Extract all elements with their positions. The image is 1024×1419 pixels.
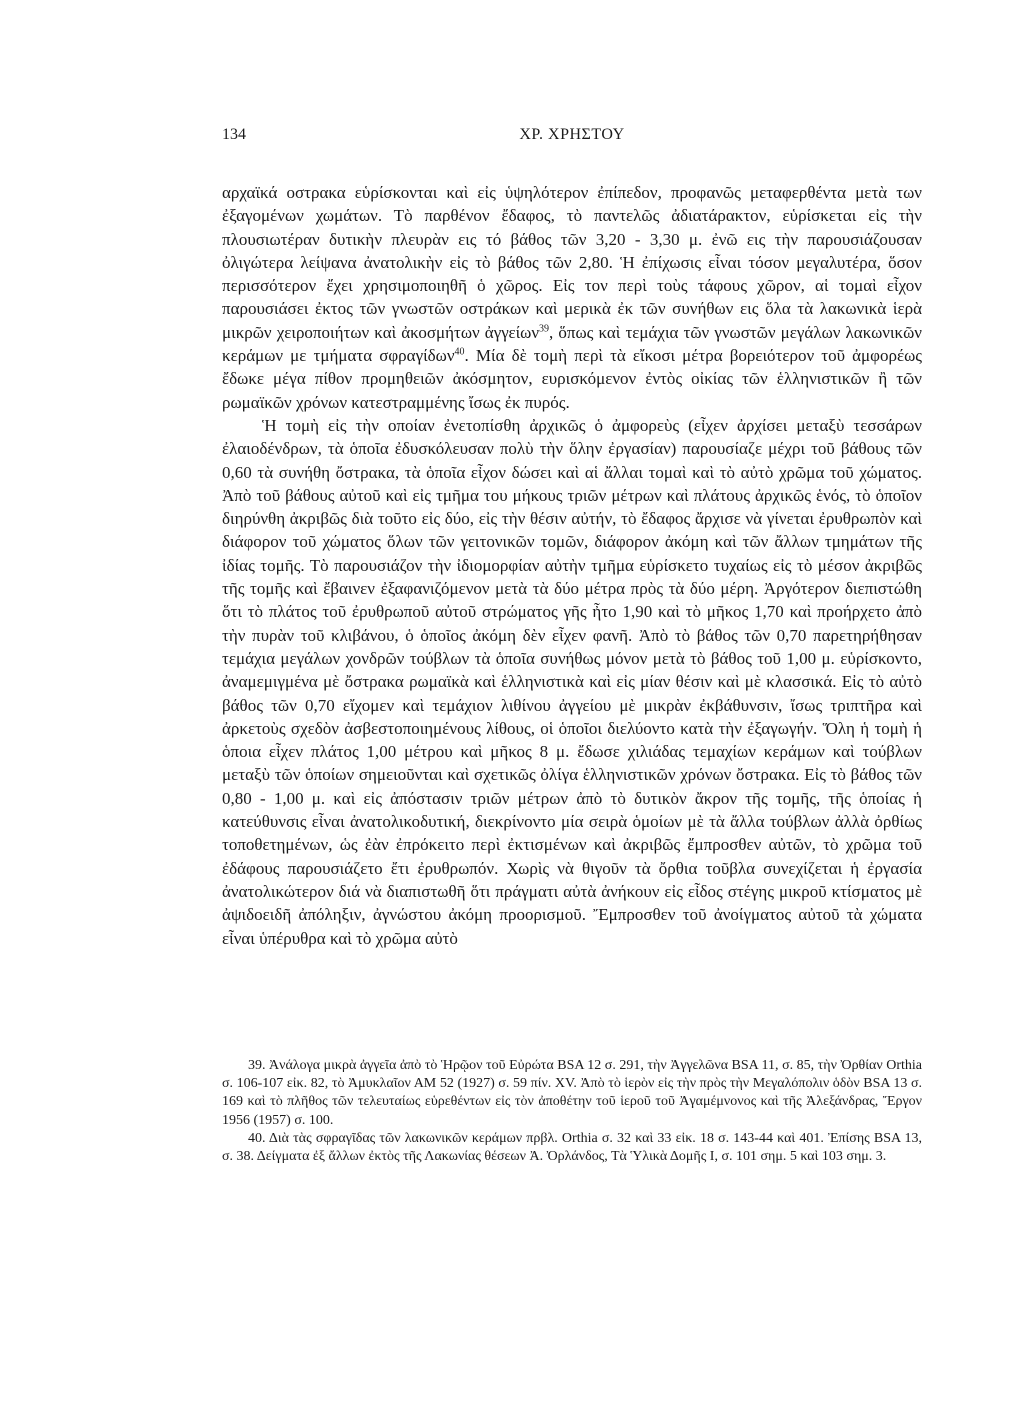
footnote-40: 40. Διὰ τὰς σφραγῖδας τῶν λακωνικῶν κεράμων πρβλ. Orthia σ. 32 καὶ 33 εἰκ. 18 σ. 143-44 καὶ 401. Ἐπίσης BSA 13, σ. 38. Δείγματα ἐξ ἄλλων ἐκτὸς τῆς Λακωνίας θέσεων Ἀ. Ὀρλάνδος, Τὰ Ὑλικὰ Δομῆς Ι, σ. 101 σημ. 5 καὶ 103 σημ. 3. — [222, 1130, 922, 1165]
footnote-ref-40: 40 — [454, 346, 465, 358]
paragraph-1-part-a: αρχαϊκά οστρακα εὑρίσκονται καὶ εἰς ὑψηλότερον ἐπίπεδον, προφανῶς μεταφερθέντα μετὰ των ἐξαγομένων χωμάτων. Τὸ παρθένον ἔδαφος, τὸ παντελῶς ἀδιατάρακτον, εὑρίσκεται εἰς τὴν πλουσιωτέραν δυτικὴν πλευρὰν εις τό βάθος τῶν 3,20 - 3,30 μ. ἐνῶ εις τὴν παρουσιάζουσαν ὀλιγώτερα λείψανα ἀνατολικὴν εἰς τὸ βάθος τῶν 2,80. Ἡ ἐπίχωσις εἶναι τόσον μεγαλυτέρα, ὅσον περισσότερον ἔχει χρησιμοποιηθῆ ὁ χῶρος. Εἰς τον περὶ τοὺς τάφους χῶρον, αἱ τομαὶ εἶχον παρουσιάσει ἐκτος τῶν γνωστῶν οστράκων καὶ μερικὰ ἐκ τῶν συνήθων εις ὅλα τὰ λακωνικὰ ἱερὰ μικρῶν χειροποιήτων καὶ ἀκοσμήτων ἀγγείων — [222, 183, 922, 342]
paragraph-1 — [222, 181, 922, 414]
paragraph-1-part-b: , ὅπως καὶ τεμάχια τῶν γνωστῶν μεγάλων λακωνικῶν κεράμων με τμήματα σφραγίδων — [222, 322, 922, 366]
page-header — [222, 126, 922, 150]
paragraph-1-part-c: . Μία δὲ τομὴ περὶ τὰ εἴκοσι μέτρα βορειότερον τοῦ ἀμφορέως ἔδωκε μέγα πίθον προμηθειῶν ἀκόσμητον, ευρισκόμενον ἐντὸς οἰκίας τῶν ἑλληνιστικῶν ἢ τῶν ρωμαϊκῶν χρόνων κατεστραμμένης ἴσως ἐκ πυρός. — [222, 346, 922, 412]
paragraph-2: Ἡ τομὴ εἰς τὴν οποίαν ἐνετοπίσθη ἀρχικῶς ὁ ἀμφορεὺς (εἶχεν ἀρχίσει μεταξὺ τεσσάρων ἐλαιοδένδρων, τὰ ὁποῖα ἐδυσκόλευσαν πολὺ τὴν ὅλην ἐργασίαν) παρουσίαζε μέχρι τοῦ βάθους τῶν 0,60 τὰ συνήθη ὄστρακα, τὰ ὁποῖα εἶχον δώσει καὶ αἱ ἄλλαι τομαὶ καὶ τὸ αὐτὸ χρῶμα τοῦ χώματος. Ἀπὸ τοῦ βάθους αὐτοῦ καὶ εἰς τμῆμα του μήκους τριῶν μέτρων καὶ πλάτους ἀρχικῶς ἑνός, τὸ ὁποῖον διηρύνθη ἀκριβῶς διὰ τοῦτο εἰς δύο, εἰς τὴν θέσιν αὐτήν, τὸ ἔδαφος ἄρχισε νὰ γίνεται ἐρυθρωπὸν καὶ διάφορον τοῦ χώματος ὅλων τῶν γειτονικῶν τομῶν, διάφορον ἀκόμη καὶ τῶν ἄλλων τμημάτων τῆς ἰδίας τομῆς. Τὸ παρουσιάζον τὴν ἰδιομορφίαν αὐτὴν τμῆμα εὑρίσκετο τυχαίως εἰς τὸ μέσον ἀκριβῶς τῆς τομῆς καὶ ἔβαινεν ἐξαφανιζόμενον μετὰ τὰ δύο μέτρα πρὸς τὰ δύο μέρη. Ἀργότερον διεπιστώθη ὅτι τὸ πλάτος τοῦ ἐρυθρωποῦ αὐτοῦ στρώματος γῆς ἦτο 1,90 καὶ τὸ μῆκος 1,70 καὶ προήρχετο ἀπὸ τὴν πυρὰν τοῦ κλιβάνου, ὁ ὁποῖος ἀκόμη δὲν εἶχεν φανῆ. Ἀπὸ τὸ βάθος τῶν 0,70 παρετηρήθησαν τεμάχια μεγάλων χονδρῶν τούβλων τὰ ὁποῖα συνήθως μόνον μετὰ τὸ βάθος τοῦ 1,00 μ. εὑρίσκοντο, ἀναμεμιγμένα μὲ ὄστρακα ρωμαϊκὰ καὶ ἑλληνιστικὰ καὶ εἰς μίαν θέσιν καὶ μὲ κλασσικά. Εἰς τὸ αὐτὸ βάθος τῶν 0,70 εἴχομεν καὶ τεμάχιον λιθίνου ἀγγείου μὲ μικρὰν ἐκβάθυνσιν, ἴσως τριπτῆρα καὶ ἀρκετοὺς σχεδὸν ἀσβεστοποιημένους λίθους, οἱ ὁποῖοι διελύοντο κατὰ τὴν ἐξαγωγήν. Ὅλη ἡ τομὴ ἡ ὁποια εἶχεν πλάτος 1,00 μέτρου καὶ μῆκος 8 μ. ἔδωσε χιλιάδας τεμαχίων κεράμων καὶ τούβλων μεταξὺ τῶν ὁποίων σημειοῦνται καὶ σχετικῶς ὀλίγα ἑλληνιστικῶν χρόνων ὄστρακα. Εἰς τὸ βάθος τῶν 0,80 - 1,00 μ. καὶ εἰς ἀπόστασιν τριῶν μέτρων ἀπὸ τὸ δυτικὸν ἄκρον τῆς τομῆς, τῆς ὁποίας ἡ κατεύθυνσις εἶναι ἀνατολικοδυτική, διεκρίνοντο μία σειρὰ ὁμοίων μὲ τὰ ἄλλα τούβλων ἀλλὰ ὀρθίως τοποθετημένων, ὡς ἐὰν ἐπρόκειτο περὶ ἐκτισμένων καὶ ἀκριβῶς ἔμπροσθεν αὐτῶν, τὸ χρῶμα τοῦ ἐδάφους παρουσιάζετο ἔτι ἐρυθρωπόν. Χωρὶς νὰ θιγοῦν τὰ ὄρθια τοῦβλα συνεχίζεται ἡ ἐργασία ἀνατολικώτερον διά νὰ διαπιστωθῆ ὅτι πράγματι αὐτὰ ἀνήκουν εἰς εἶδος στέγης μικροῦ κτίσματος μὲ ἀψιδοειδῆ ἀπόληξιν, ἀγνώστου ἀκόμη προορισμοῦ. Ἔμπροσθεν τοῦ ἀνοίγματος αὐτοῦ τὰ χώματα εἶναι ὑπέρυθρα καὶ τὸ χρῶμα αὐτὸ — [222, 415, 922, 948]
footnotes — [222, 1057, 922, 1166]
running-title: ΧΡ. ΧΡΗΣΤΟΥ — [519, 126, 625, 143]
body-text — [222, 181, 922, 950]
footnote-39: 39. Ἀνάλογα μικρὰ ἀγγεῖα ἀπὸ τὸ Ἡρῷον τοῦ Εὐρώτα BSA 12 σ. 291, τὴν Ἀγγελῶνα BSA 11, σ. 85, τὴν Ὀρθίαν Orthia σ. 106-107 εἰκ. 82, τὸ Ἀμυκλαῖον ΑΜ 52 (1927) σ. 59 πίν. XV. Ἀπὸ τὸ ἱερὸν εἰς τὴν πρὸς τὴν Μεγαλόπολιν ὁδὸν BSA 13 σ. 169 καὶ τὸ πλῆθος τῶν τελευταίως εὑρεθέντων εἰς τὸν ἀποθέτην τοῦ ἱεροῦ τοῦ Ἀγαμέμνονος καὶ τῆς Ἀλεξάνδρας, Ἔργον 1956 (1957) σ. 100. — [222, 1058, 922, 1128]
footnote-ref-39: 39 — [539, 323, 550, 335]
page-number: 134 — [222, 126, 246, 143]
